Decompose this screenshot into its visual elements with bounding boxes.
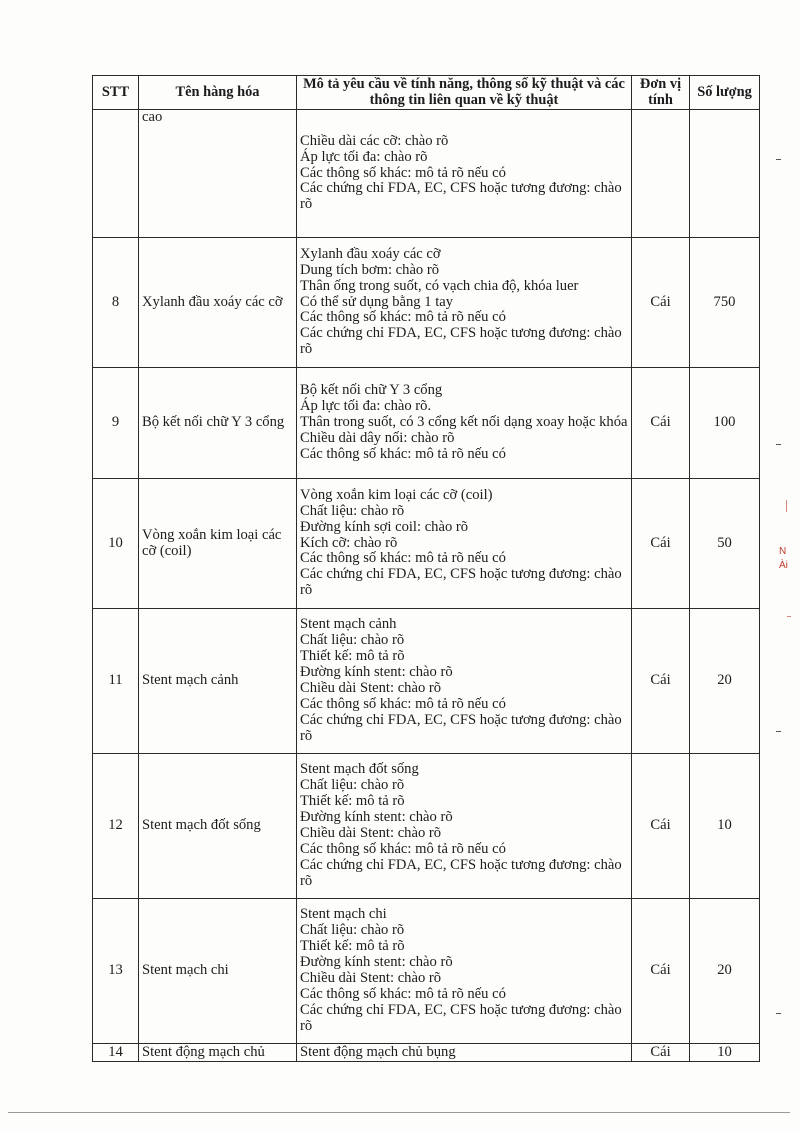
description-line: Stent mạch đốt sống: [300, 761, 419, 778]
margin-dash: [776, 731, 781, 732]
cell-item-name: cao: [139, 110, 297, 238]
description-line: Đường kính stent: chào rõ: [300, 809, 453, 826]
cell-stt: 14: [93, 1044, 139, 1062]
cell-unit: Cái: [632, 899, 690, 1044]
description-line: Chiều dài Stent: chào rõ: [300, 825, 442, 841]
header-item-name: Tên hàng hóa: [139, 76, 297, 110]
cell-quantity: 10: [690, 1044, 760, 1062]
cell-unit: Cái: [632, 368, 690, 479]
cell-description: [297, 238, 632, 368]
cell-unit: Cái: [632, 754, 690, 899]
cell-item-name: Stent động mạch chủ: [139, 1044, 297, 1062]
cell-item-name: Stent mạch đốt sống: [139, 754, 297, 899]
description-line: Chiều dài dây nối: chào rõ: [300, 429, 455, 446]
cell-quantity: 750: [690, 238, 760, 368]
description-line: Áp lực tối đa: chào rõ.: [300, 398, 432, 415]
description-line: Bộ kết nối chữ Y 3 cổng: [300, 382, 443, 399]
cell-description: [297, 899, 632, 1044]
table-row: [93, 1044, 760, 1062]
cell-stt: 8: [93, 238, 139, 368]
cell-description: [297, 1044, 632, 1062]
scan-edge-line: [8, 1112, 790, 1113]
description-line: Các thông số khác: mô tả rõ nếu có: [300, 695, 506, 712]
cell-stt: 12: [93, 754, 139, 899]
cell-description: [297, 479, 632, 609]
cell-stt: 13: [93, 899, 139, 1044]
stamp-fragment: [786, 500, 793, 512]
margin-dash: [776, 444, 781, 445]
description-line: Chất liệu: chào rõ: [300, 922, 405, 939]
cell-description: [297, 110, 632, 238]
description-line: Áp lực tối đa: chào rõ: [300, 148, 428, 165]
description-line: Kích cỡ: chào rõ: [300, 534, 398, 551]
description-line: Đường kính stent: chào rõ: [300, 954, 453, 971]
stamp-text-fragment: N: [779, 546, 787, 557]
cell-quantity: 20: [690, 899, 760, 1044]
cell-unit: Cái: [632, 238, 690, 368]
cell-quantity: 20: [690, 609, 760, 754]
cell-item-name: Xylanh đầu xoáy các cỡ: [139, 238, 297, 368]
table-body: [93, 110, 760, 1062]
cell-description: [297, 754, 632, 899]
cell-unit: [632, 110, 690, 238]
description-line: Các chứng chỉ FDA, EC, CFS hoặc tương đương: chào rõ: [300, 566, 622, 599]
description-line: Chiều dài Stent: chào rõ: [300, 680, 442, 696]
table-row: [93, 479, 760, 609]
header-stt: STT: [93, 76, 139, 110]
description-line: Đường kính sợi coil: chào rõ: [300, 518, 469, 535]
cell-item-name: Stent mạch chi: [139, 899, 297, 1044]
cell-description: [297, 368, 632, 479]
table-row: [93, 110, 760, 238]
description-line: Các thông số khác: mô tả rõ nếu có: [300, 985, 506, 1002]
stamp-text-fragment: Ài: [779, 560, 788, 571]
description-line: Đường kính stent: chào rõ: [300, 664, 453, 681]
cell-item-name: Vòng xoắn kim loại các cỡ (coil): [139, 479, 297, 609]
description-line: Các thông số khác: mô tả rõ nếu có: [300, 309, 506, 326]
cell-item-name: Bộ kết nối chữ Y 3 cổng: [139, 368, 297, 479]
cell-description: [297, 609, 632, 754]
cell-item-name: Stent mạch cảnh: [139, 609, 297, 754]
description-line: Thân ống trong suốt, có vạch chia độ, khóa luer: [300, 277, 579, 294]
description-line: Stent mạch cảnh: [300, 616, 397, 633]
header-unit: Đơn vị tính: [632, 76, 690, 110]
header-quantity: Số lượng: [690, 76, 760, 110]
description-line: Các chứng chỉ FDA, EC, CFS hoặc tương đương: chào rõ: [300, 180, 622, 213]
margin-dash: [776, 1013, 781, 1014]
stamp-fragment: [787, 616, 791, 617]
cell-stt: 10: [93, 479, 139, 609]
description-line: Các thông số khác: mô tả rõ nếu có: [300, 840, 506, 857]
header-description: Mô tả yêu cầu về tính năng, thông số kỹ thuật và các thông tin liên quan về kỹ thuật: [297, 76, 632, 110]
description-line: Có thể sử dụng bằng 1 tay: [300, 293, 454, 310]
cell-quantity: 10: [690, 754, 760, 899]
cell-unit: Cái: [632, 609, 690, 754]
table-header-row: [93, 76, 760, 110]
description-line: Dung tích bơm: chào rõ: [300, 261, 440, 278]
cell-quantity: [690, 110, 760, 238]
cell-stt: 9: [93, 368, 139, 479]
description-line: Các chứng chỉ FDA, EC, CFS hoặc tương đương: chào rõ: [300, 325, 622, 358]
description-line: Chiều dài các cỡ: chào rõ: [300, 132, 449, 149]
cell-stt: 11: [93, 609, 139, 754]
cell-stt: [93, 110, 139, 238]
description-line: Thân trong suốt, có 3 cổng kết nối dạng xoay hoặc khóa: [300, 414, 628, 431]
description-line: Chiều dài Stent: chào rõ: [300, 970, 442, 986]
description-line: Xylanh đầu xoáy các cỡ: [300, 245, 441, 262]
table-row: [93, 368, 760, 479]
specification-table: [92, 75, 760, 1062]
cell-quantity: 50: [690, 479, 760, 609]
table-row: [93, 899, 760, 1044]
description-line: Chất liệu: chào rõ: [300, 632, 405, 649]
description-line: Các chứng chỉ FDA, EC, CFS hoặc tương đương: chào rõ: [300, 711, 622, 744]
cell-unit: Cái: [632, 479, 690, 609]
cell-unit: Cái: [632, 1044, 690, 1062]
description-line: Stent mạch chi: [300, 906, 387, 923]
description-line: Các chứng chỉ FDA, EC, CFS hoặc tương đương: chào rõ: [300, 856, 622, 889]
table-row: [93, 609, 760, 754]
description-line: Các chứng chỉ FDA, EC, CFS hoặc tương đương: chào rõ: [300, 1001, 622, 1034]
description-line: Vòng xoắn kim loại các cỡ (coil): [300, 486, 493, 503]
description-line: Thiết kế: mô tả rõ: [300, 648, 405, 665]
cell-quantity: 100: [690, 368, 760, 479]
description-line: Thiết kế: mô tả rõ: [300, 938, 405, 955]
description-line: Thiết kế: mô tả rõ: [300, 793, 405, 810]
description-line: Chất liệu: chào rõ: [300, 502, 405, 519]
description-line: Chất liệu: chào rõ: [300, 777, 405, 794]
description-line: Các thông số khác: mô tả rõ nếu có: [300, 445, 506, 462]
description-line: Các thông số khác: mô tả rõ nếu có: [300, 550, 506, 567]
description-line: Các thông số khác: mô tả rõ nếu có: [300, 164, 506, 181]
table-row: [93, 238, 760, 368]
description-line: Stent động mạch chủ bụng: [300, 1043, 456, 1060]
table-row: [93, 754, 760, 899]
margin-dash: [776, 159, 781, 160]
